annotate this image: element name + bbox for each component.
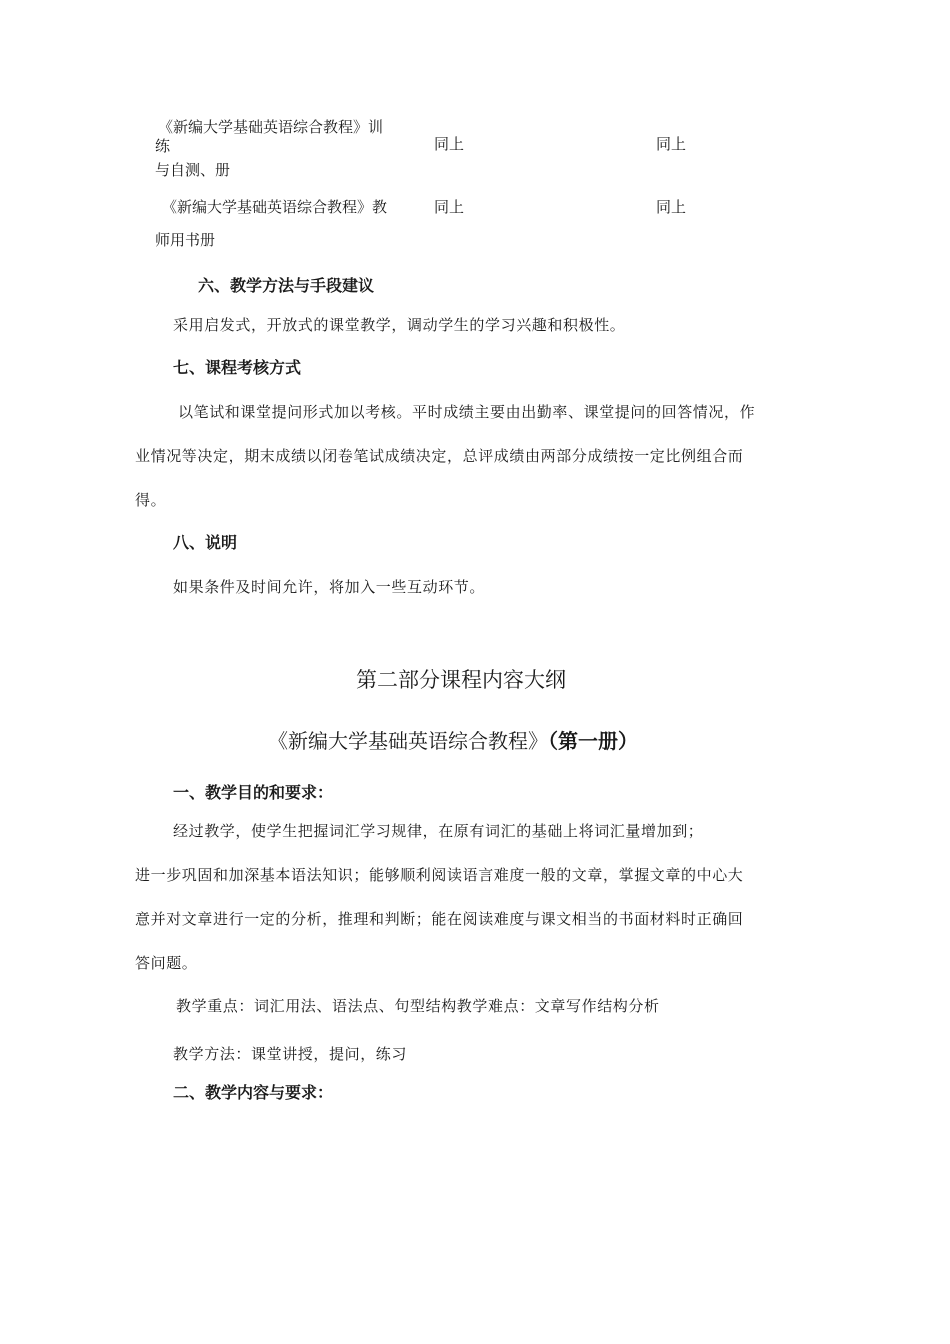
book-title-volume: （第一册） <box>548 729 638 753</box>
section-heading-goals: 一、教学目的和要求： <box>173 783 334 802</box>
section-heading-content: 二、教学内容与要求： <box>173 1083 334 1102</box>
book-title-name: 《新编大学基础英语综合教程》 <box>268 729 548 753</box>
section-heading-teaching-methods: 六、教学方法与手段建议 <box>198 276 375 295</box>
material-publisher-cell: 同上 <box>434 135 465 153</box>
material-name-line: 与自测、册 <box>155 161 231 179</box>
goals-line: 进一步巩固和加深基本语法知识；能够顺利阅读语言难度一般的文章，掌握文章的中心大 <box>135 866 744 884</box>
section-heading-assessment: 七、课程考核方式 <box>173 358 302 377</box>
material-name-line: 《新编大学基础英语综合教程》教 <box>162 198 388 216</box>
assessment-line: 业情况等决定，期末成绩以闭卷笔试成绩决定，总评成绩由两部分成绩按一定比例组合而 <box>135 447 744 465</box>
assessment-line: 得。 <box>135 491 167 509</box>
book-title <box>268 727 638 755</box>
assessment-line: 以笔试和课堂提问形式加以考核。平时成绩主要由出勤率、课堂提问的回答情况，作 <box>178 403 756 421</box>
material-name-line: 师用书册 <box>155 231 216 249</box>
goals-methods: 教学方法：课堂讲授，提问，练习 <box>173 1045 408 1063</box>
goals-key-points: 教学重点：词汇用法、语法点、句型结构教学难点：文章写作结构分析 <box>176 997 660 1015</box>
section-text-notes: 如果条件及时间允许，将加入一些互动环节。 <box>173 578 486 596</box>
material-name-line: 《新编大学基础英语综合教程》训 <box>158 118 384 136</box>
section-text-teaching-methods: 采用启发式，开放式的课堂教学，调动学生的学习兴趣和积极性。 <box>173 316 626 334</box>
part-title: 第二部分课程内容大纲 <box>356 668 566 692</box>
goals-line: 经过教学，使学生把握词汇学习规律，在原有词汇的基础上将词汇量增加到； <box>173 822 704 840</box>
material-date-cell: 同上 <box>656 135 687 153</box>
material-name-line: 练 <box>155 137 171 155</box>
goals-line: 意并对文章进行一定的分析，推理和判断；能在阅读难度与课文相当的书面材料时正确回 <box>135 910 744 928</box>
goals-line: 答问题。 <box>135 954 198 972</box>
material-date-cell: 同上 <box>656 198 687 216</box>
section-heading-notes: 八、说明 <box>173 533 238 552</box>
material-publisher-cell: 同上 <box>434 198 465 216</box>
